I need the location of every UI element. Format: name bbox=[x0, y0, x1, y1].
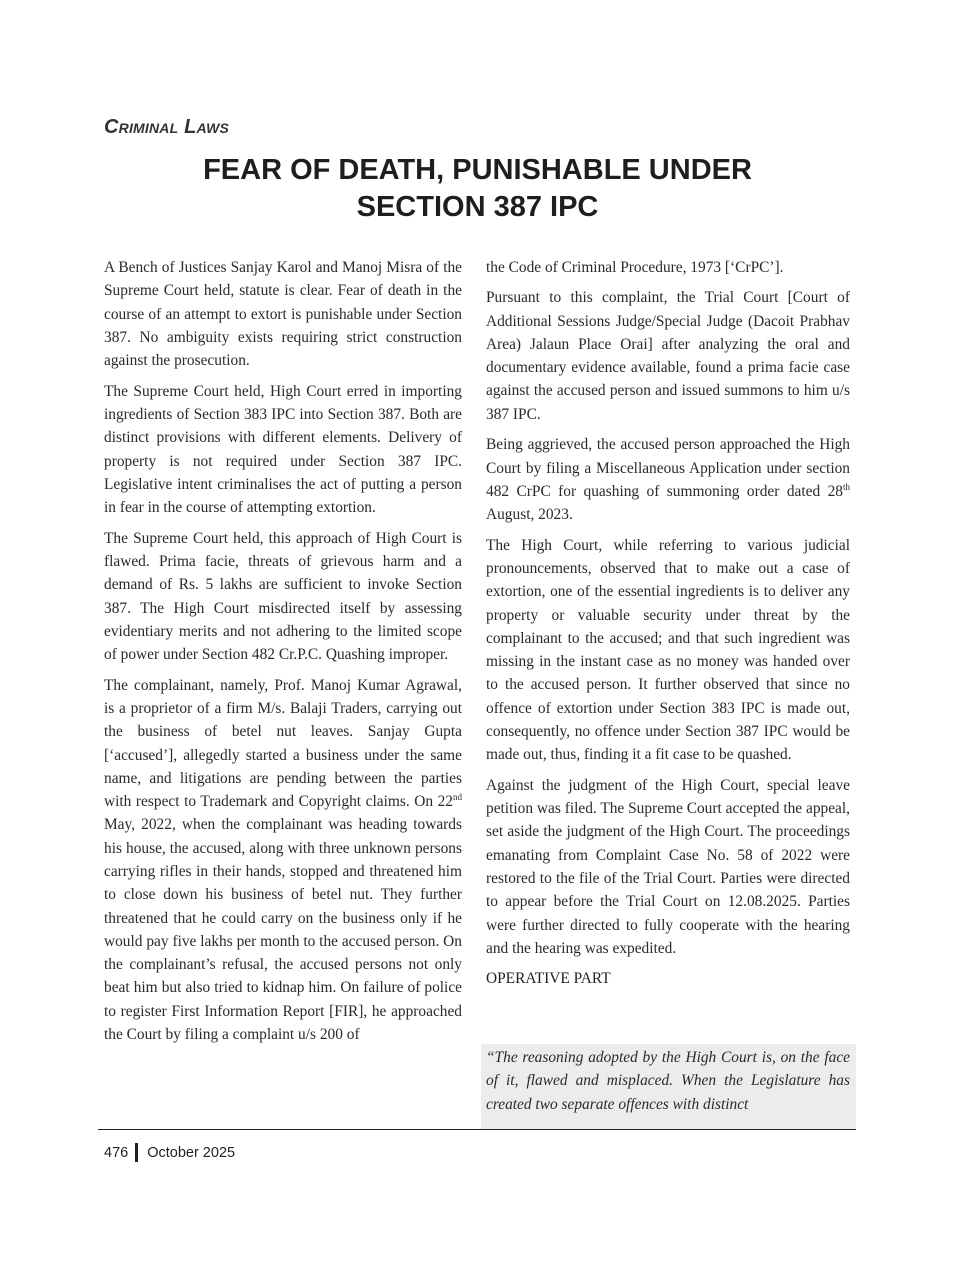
footer-separator bbox=[135, 1143, 138, 1162]
text-segment: August, 2023. bbox=[486, 506, 573, 524]
ordinal-suffix: th bbox=[842, 481, 850, 492]
section-label: Criminal Laws bbox=[104, 116, 230, 138]
paragraph: The Supreme Court held, this approach of High Court is flawed. Prima facie, threats of grievous harm and a demand of Rs. 5 lakhs are sufficient to invoke Section 387. The High Court misdirected itself by assessing evidentiary merits and not adhering to the limited scope of power under Section 482 Cr.P.C. Quashing improper. bbox=[104, 529, 462, 664]
title-line-2: SECTION 387 IPC bbox=[356, 191, 599, 223]
ordinal-suffix: nd bbox=[453, 791, 462, 802]
text-segment: Being aggrieved, the accused person approached the High Court by filing a Miscellaneous Application under section 482 CrPC for quashing of summoning order dated 28 bbox=[486, 436, 850, 500]
paragraph: the Code of Criminal Procedure, 1973 [‘CrPC’]. bbox=[486, 259, 784, 276]
subheading: OPERATIVE PART bbox=[486, 970, 611, 988]
page-number: 476 bbox=[104, 1144, 129, 1161]
text-segment: The complainant, namely, Prof. Manoj Kumar Agrawal, is a proprietor of a firm M/s. Balaji Traders, carrying out the business of betel nut leaves. Sanjay Gupta [‘accused’], allegedly started a business under the same name, and litigations are pending between the parties with respect to Trademark and Copyright claims. On 22 bbox=[104, 676, 462, 811]
paragraph: A Bench of Justices Sanjay Karol and Manoj Misra of the Supreme Court held, statute is clear. Fear of death in the course of an attempt to extort is punishable under Section 387. No ambiguity exists requiring strict construction against the prosecution. bbox=[104, 259, 462, 370]
paragraph bbox=[486, 433, 850, 526]
text-segment: May, 2022, when the complainant was heading towards his house, the accused, along with three unknown persons carrying rifles in their hands, stopped and threatened him to close down his business of betel nut. They further threatened that he could carry on the business only if he would pay five lakhs per month to the accused person. On the complainant’s refusal, the accused persons not only beat him but also tried to kidnap him. On failure of police to register First Information Report [FIR], he approached the Court by filing a complaint u/s 200 of bbox=[104, 816, 462, 1044]
paragraph: Against the judgment of the High Court, special leave petition was filed. The Supreme Court accepted the appeal, set aside the judgment of the High Court. The proceedings emanating from Complaint Case No. 58 of 2022 were restored to the file of the Trial Court. Parties were directed to appear before the Trial Court on 12.08.2025. Parties were further directed to fully cooperate with the hearing and the hearing was expedited. bbox=[486, 776, 850, 957]
paragraph: Pursuant to this complaint, the Trial Court [Court of Additional Sessions Judge/Special Judge (Dacoit Prabhav Area) Jalaun Place Orai] after analyzing the oral and documentary evidence available, found a prima facie case against the accused person and issued summons to him u/s 387 IPC. bbox=[486, 289, 850, 423]
issue-date: October 2025 bbox=[147, 1144, 236, 1161]
paragraph: The Supreme Court held, High Court erred in importing ingredients of Section 383 IPC into Section 387. Both are distinct provisions with different elements. Delivery of property is not required under Section 387 IPC. Legislative intent criminalises the act of putting a person in fear in the course of attempting extortion. bbox=[104, 382, 462, 517]
page-footer bbox=[104, 1143, 235, 1162]
right-column bbox=[486, 256, 850, 996]
quote-text: “The reasoning adopted by the High Court is, on the face of it, flawed and misplaced. When the Legislature has created two separate offences with distinct bbox=[486, 1049, 850, 1113]
paragraph: The High Court, while referring to various judicial pronouncements, observed that to make out a case of extortion, one of the essential ingredients is to deliver any property or valuable security under threat by the complainant to the accused; and that such ingredient was missing in the instant case as no money was handed over to the accused person. It further observed that since no offence of extortion under Section 383 IPC is made out, consequently, no offence under Section 387 IPC would be made out, thus, finding it a fit case to be quashed. bbox=[486, 536, 850, 764]
footer-divider bbox=[98, 1129, 856, 1130]
paragraph bbox=[104, 674, 462, 1047]
article-title bbox=[100, 152, 855, 226]
title-line-1: FEAR OF DEATH, PUNISHABLE UNDER bbox=[203, 154, 752, 186]
left-column bbox=[104, 256, 462, 1054]
